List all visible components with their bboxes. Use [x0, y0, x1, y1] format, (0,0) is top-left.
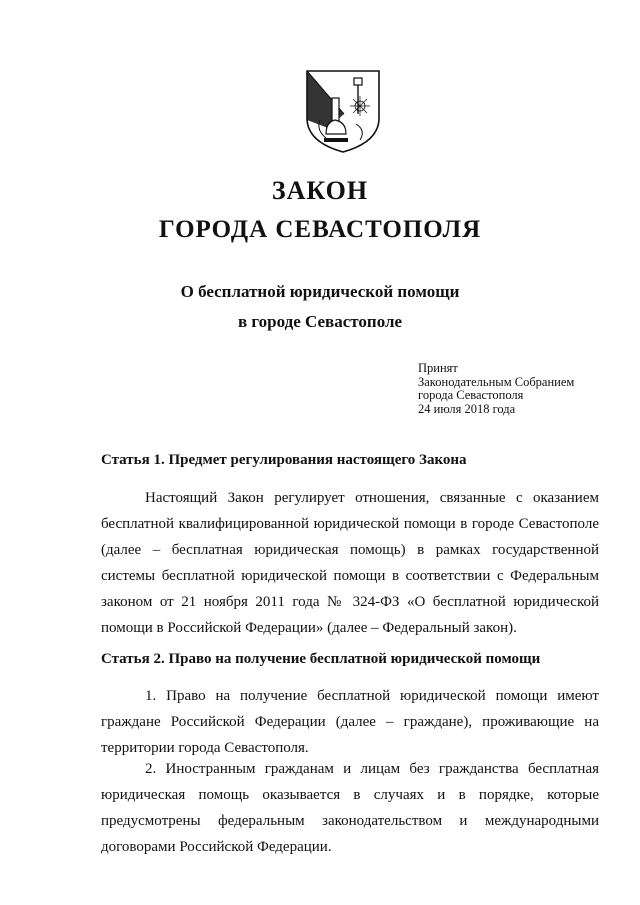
sevastopol-coat-of-arms-icon	[304, 68, 382, 154]
document-title: ЗАКОН	[271, 176, 369, 205]
adoption-note-line: города Севастополя	[418, 388, 524, 402]
adoption-note-line: Принят	[418, 361, 458, 375]
adoption-date: 24 июля 2018 года	[418, 401, 516, 416]
article-1-paragraph: Настоящий Закон регулирует отношения, связанные с оказанием бесплатной квалифицированной юридической помощи в городе Севастополе (далее – бесплатная юридическая помощь) в рамках государственной системы бесплатной юридической помощи в соответствии с Федеральным законом от 21 ноября 2011 года № 324-ФЗ «О бесплатной юридической помощи в Российской Федерации» (далее – Федеральный закон).	[101, 490, 599, 636]
adoption-note	[418, 362, 574, 416]
article-1-heading: Статья 1. Предмет регулирования настоящего Закона	[101, 452, 467, 468]
law-subject-line2: в городе Севастополе	[237, 312, 403, 331]
article-2-heading: Статья 2. Право на получение бесплатной юридической помощи	[101, 651, 541, 667]
adoption-note-line: Законодательным Собранием	[418, 374, 575, 389]
document-title-city: ГОРОДА СЕВАСТОПОЛЯ	[158, 216, 482, 243]
article-2-paragraph-2: 2. Иностранным гражданам и лицам без гражданства бесплатная юридическая помощь оказывается в случаях и в порядке, которые предусмотрены федеральным законодательством и международными договорами Российской Федерации.	[101, 761, 599, 855]
article-2-paragraph-1: 1. Право на получение бесплатной юридической помощи имеют граждане Российской Федерации (далее – граждане), проживающие на территории города Севастополя.	[101, 688, 599, 756]
law-subject-line1: О бесплатной юридической помощи	[180, 282, 460, 301]
